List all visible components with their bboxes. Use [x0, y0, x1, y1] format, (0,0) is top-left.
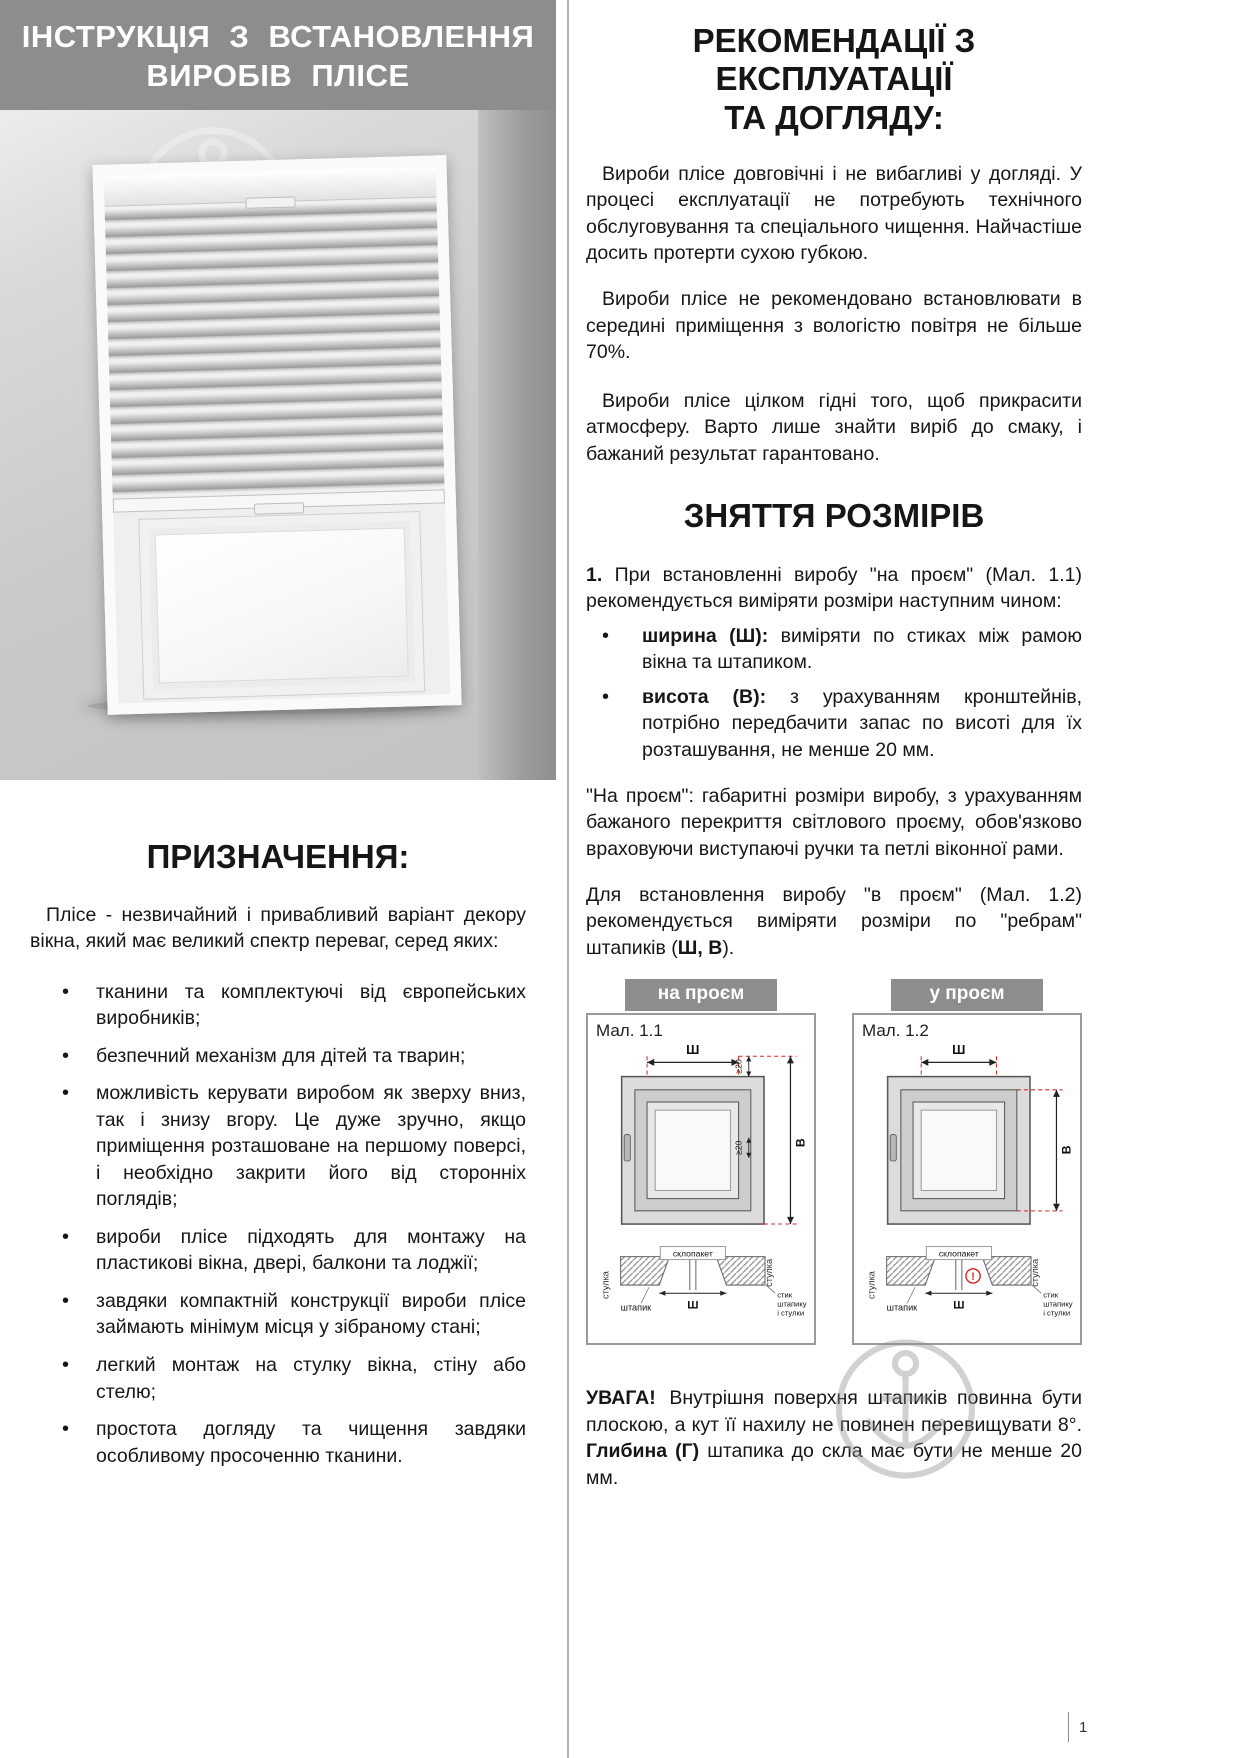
- attention-bold: Глибина (Г): [586, 1440, 700, 1463]
- window-drawing: [888, 1077, 1030, 1224]
- list-item: • можливість керувати виробом як зверху вниз, так і знизу вгору. Це дуже зручно, якщо приміщення розташоване на першому поверсі, і необхідно закрити його від сторонніх поглядів;: [0, 1080, 526, 1213]
- measuring-heading: ЗНЯТТЯ РОЗМІРІВ: [683, 497, 985, 535]
- list-item: • безпечний механізм для дітей та тварин;: [0, 1043, 526, 1070]
- care-paragraph-3: Вироби плісе цілком гідні того, щоб прикрасити атмосферу. Варто лише знайти виріб до смаку, і бажаний результат гарантовано.: [586, 389, 1082, 465]
- page-number-divider: [1068, 1712, 1069, 1742]
- width-bottom-label: Ш: [953, 1299, 965, 1312]
- left-title-banner: [0, 0, 556, 110]
- sash-label-left: стулка: [866, 1271, 877, 1300]
- cross-section: [600, 1247, 806, 1318]
- attention-text-2: штапика до скла має бути не менше 20 мм.: [586, 1440, 1082, 1489]
- v-proem-text-2: ).: [722, 936, 735, 959]
- left-title-line2: ВИРОБІВ ПЛІСЕ: [146, 57, 410, 93]
- cross-section: [866, 1247, 1072, 1318]
- care-heading-line2: ТА ДОГЛЯДУ:: [724, 98, 944, 136]
- joint-label-line3: і стулки: [1043, 1308, 1071, 1318]
- bead-label: штапик: [620, 1302, 652, 1313]
- height-label: В: [793, 1138, 808, 1148]
- height-label: В: [1059, 1145, 1074, 1155]
- min-20-top-label: ≥20: [733, 1059, 744, 1075]
- joint-label-line2: штапику: [777, 1299, 807, 1309]
- list-item: • легкий монтаж на стулку вікна, стіну або стелю;: [0, 1352, 526, 1405]
- diagram-box-1-1: [586, 1013, 816, 1345]
- right-column: [586, 22, 1082, 1499]
- page-number: [1068, 1712, 1087, 1742]
- left-column: [0, 0, 556, 1480]
- diagram-figure-1-1: [596, 1041, 810, 1341]
- v-proem-bold: Ш, В: [677, 936, 723, 959]
- height-definition: з урахуванням кронштейнів, потрібно передбачити запас по висоті для їх розташування, не менше 20 мм.: [642, 685, 1082, 761]
- sash-label-left: стулка: [600, 1271, 611, 1300]
- joint-label-line2: штапику: [1043, 1299, 1073, 1309]
- width-term: ширина (Ш):: [642, 624, 769, 647]
- joint-label-line1: стик: [777, 1290, 793, 1300]
- purpose-intro: Плісе - незвичайний і привабливий варіант декору вікна, який має великий спектр переваг, серед яких:: [30, 903, 526, 953]
- attention-paragraph: [586, 1385, 1082, 1491]
- attention-text-1: Внутрішня поверхня штапиків повинна бути плоскою, а кут її нахилу не повинен перевищувати 8°.: [586, 1387, 1082, 1436]
- glazing-unit-label: склопакет: [672, 1249, 713, 1260]
- window: [92, 155, 461, 715]
- joint-label-line3: і стулки: [777, 1308, 805, 1318]
- step-1-number: 1.: [586, 563, 603, 586]
- diagram-tab-u-proem: у проєм: [891, 979, 1043, 1011]
- care-heading: [586, 22, 1082, 137]
- min-20-mid-label: ≥20: [733, 1141, 744, 1156]
- pleated-blind: [105, 197, 445, 498]
- measure-list: [586, 623, 1082, 764]
- step-1-text: При встановленні виробу "на проєм" (Мал. 1.1) рекомендується виміряти розміри наступним чином:: [586, 563, 1082, 613]
- care-paragraph-1: Вироби плісе довговічні і не вибагливі у догляді. У процесі експлуатації не потребують технічного обслуговування та спеціального чищення. Найчастіше досить протерти сухою губкою.: [586, 162, 1082, 265]
- blind-handle-top: [245, 196, 295, 208]
- width-bottom-label: Ш: [687, 1299, 699, 1312]
- diagram-box-1-2: [852, 1013, 1082, 1345]
- v-proem-text-1: Для встановлення виробу "в проєм" (Мал. 1.2) рекомендується виміряти розміри по "ребрам" штапиків (: [586, 883, 1082, 959]
- purpose-list: [0, 979, 556, 1469]
- list-item: • тканини та комплектуючі від європейських виробників;: [0, 979, 526, 1032]
- figure-caption-1-2: Мал. 1.2: [862, 1021, 929, 1041]
- care-paragraph-2: Вироби плісе не рекомендовано встановлювати в середині приміщення з вологістю повітря не більше 70%.: [586, 288, 1082, 364]
- figure-caption-1-1: Мал. 1.1: [596, 1021, 663, 1041]
- step-1: [586, 562, 1082, 615]
- care-heading-line1: РЕКОМЕНДАЦІЇ З ЕКСПЛУАТАЦІЇ: [692, 22, 976, 98]
- product-photo: [0, 110, 556, 780]
- sash-label-right: стулка: [1030, 1259, 1041, 1288]
- glazing-unit-label: склопакет: [938, 1249, 979, 1260]
- diagram-figure-1-2: [862, 1041, 1076, 1341]
- sash-label-right: стулка: [764, 1259, 775, 1288]
- width-label: Ш: [952, 1042, 966, 1058]
- width-definition: виміряти по стиках між рамою вікна та штапиком.: [642, 624, 1082, 674]
- column-divider: [567, 0, 569, 1758]
- width-label: Ш: [686, 1042, 700, 1058]
- height-term: висота (В):: [642, 685, 767, 708]
- diagrams-row: [586, 979, 1082, 1345]
- attention-label: УВАГА!: [586, 1387, 656, 1410]
- window-sash: [139, 512, 424, 699]
- diagram-tab-na-proem: на проєм: [625, 979, 777, 1011]
- list-item-width: [586, 623, 1082, 676]
- list-item-height: [586, 684, 1082, 764]
- wall-corner: [478, 110, 556, 780]
- diagram-na-proem: [586, 979, 816, 1345]
- list-item: • вироби плісе підходять для монтажу на пластикові вікна, двері, балкони та лоджії;: [0, 1224, 526, 1277]
- v-proem-paragraph: [586, 882, 1082, 962]
- blind-handle-bottom: [254, 502, 304, 514]
- left-title-line1: ІНСТРУКЦІЯ З ВСТАНОВЛЕННЯ: [21, 19, 535, 54]
- na-proem-paragraph: "На проєм": габаритні розміри виробу, з урахуванням бажаного перекриття світлового проєму, обов'язково враховуючи виступаючі ручки та петлі віконної рами.: [586, 784, 1082, 860]
- window-glass: [155, 527, 409, 683]
- diagram-u-proem: [852, 979, 1082, 1345]
- list-item: • простота догляду та чищення завдяки особливому просоченню тканини.: [0, 1416, 526, 1469]
- purpose-heading: ПРИЗНАЧЕННЯ:: [146, 837, 410, 875]
- bead-label: штапик: [886, 1302, 918, 1313]
- warning-mark: !: [971, 1271, 975, 1284]
- list-item: • завдяки компактній конструкції вироби плісе займають мінімум місця у зібраному стані;: [0, 1288, 526, 1341]
- page-number-value: 1: [1079, 1718, 1088, 1736]
- joint-label-line1: стик: [1043, 1290, 1059, 1300]
